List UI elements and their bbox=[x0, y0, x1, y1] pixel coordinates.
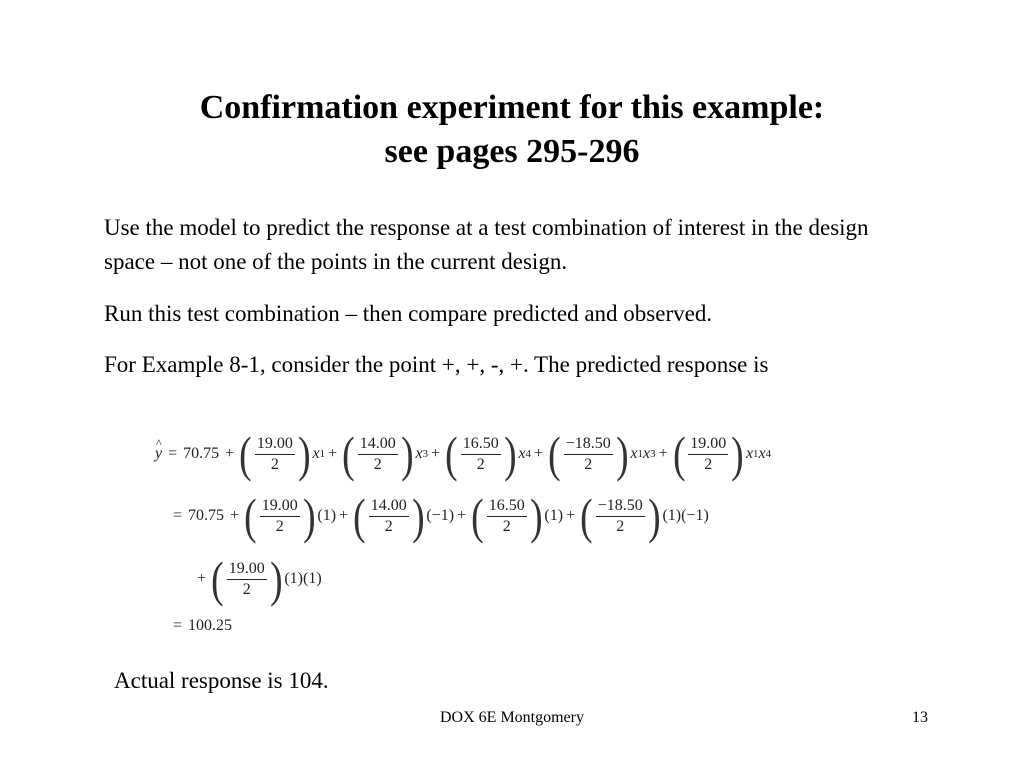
paragraph-run-test: Run this test combination – then compare predicted and observed. bbox=[104, 301, 713, 326]
paragraph-model-prediction: Use the model to predict the response at a test combination of interest in the design space – not one of the points in the current design. bbox=[104, 215, 869, 274]
paragraph-example: For Example 8-1, consider the point +, +, -, +. The predicted response is bbox=[104, 352, 769, 377]
equation-row-1: y ^ = 70.75 + ( $\frac{19.00}{2}$ ) x 1 + ( $\frac{14.00}{2}$ ) x 3 + ( $\frac{16.50}{2}$ ) x 4 + ( $\frac{-18.50}{2}$ ) x 1 x 3 + ( $\frac{19.00}{2}$ ) x 1 x 4 bbox=[152, 424, 771, 484]
equation-result-row: = 100.25 bbox=[173, 617, 233, 634]
footer-source: DOX 6E Montgomery bbox=[440, 709, 584, 726]
title-line-1: Confirmation experiment for this example: bbox=[199, 89, 825, 126]
coefficient-term: ( $\frac{14.00}{2}$ ) bbox=[353, 488, 425, 544]
coefficient-term: ( $\frac{19.00}{2}$ ) bbox=[211, 551, 283, 607]
coefficient-term: ( $\frac{14.00}{2}$ ) bbox=[342, 426, 414, 482]
coefficient-term: ( $\frac{16.50}{2}$ ) bbox=[445, 426, 517, 482]
equation-row-2: = 70.75 + ( $\frac{19.00}{2}$ ) (1) + ( $\frac{14.00}{2}$ ) (−1) + ( $\frac{16.50}{2}$ ) (1) + ( $\frac{-18.50}{2}$ ) (1)(−1) bbox=[173, 488, 709, 544]
coefficient-term: ( $\frac{19.00}{2}$ ) bbox=[244, 488, 316, 544]
page-number: 13 bbox=[912, 709, 928, 726]
coefficient-term: ( $\frac{19.00}{2}$ ) bbox=[672, 426, 744, 482]
title-line-2: see pages 295-296 bbox=[384, 133, 640, 170]
coefficient-term: ( $\frac{-18.50}{2}$ ) bbox=[548, 426, 629, 482]
y-hat-symbol: y ^ bbox=[155, 445, 162, 463]
slide-title bbox=[0, 86, 1024, 174]
predicted-value: 100.25 bbox=[188, 617, 233, 634]
actual-response-text: Actual response is 104. bbox=[114, 668, 329, 693]
coefficient-term: ( $\frac{16.50}{2}$ ) bbox=[471, 488, 543, 544]
coefficient-term: ( $\frac{19.00}{2}$ ) bbox=[239, 426, 311, 482]
equation-row-3: + ( $\frac{19.00}{2}$ ) (1)(1) bbox=[197, 551, 322, 607]
coefficient-term: ( $\frac{-18.50}{2}$ ) bbox=[580, 488, 661, 544]
